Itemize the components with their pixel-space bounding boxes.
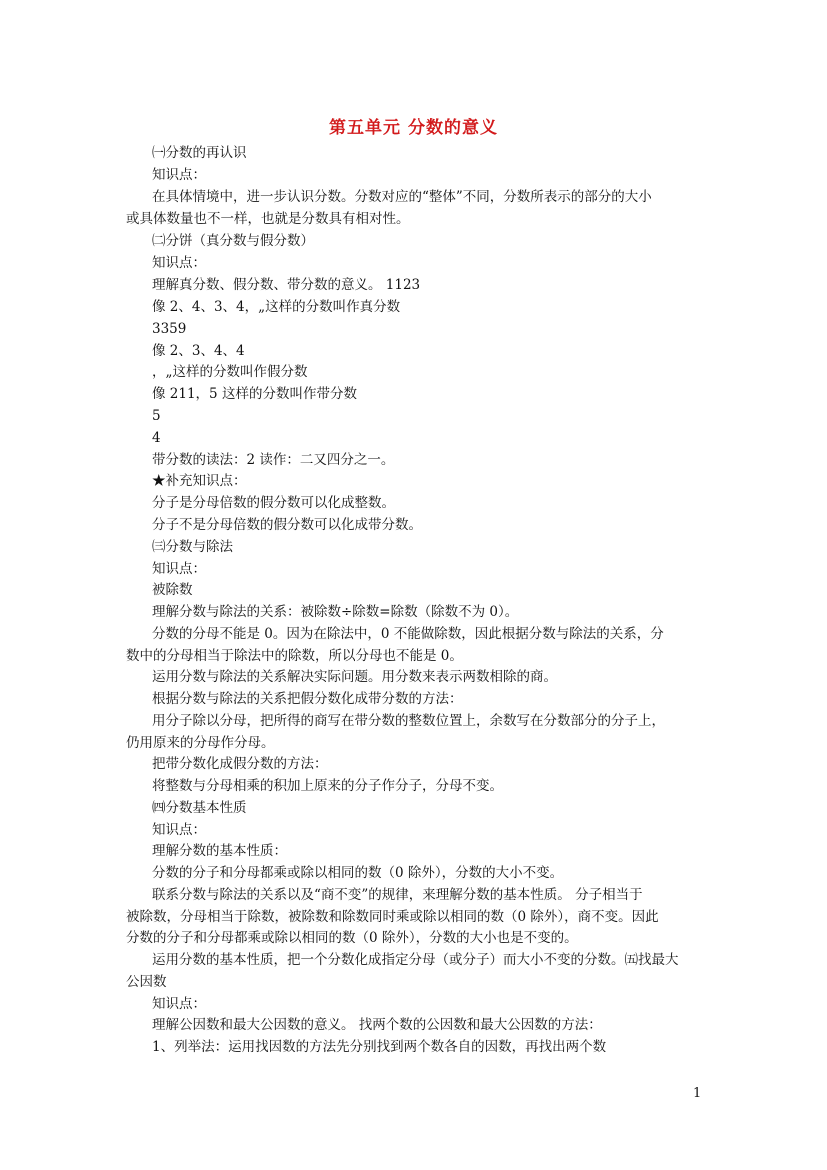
text-line: 分数的分母不能是 0。因为在除法中，0 不能做除数，因此根据分数与除法的关系，分 [152,626,664,642]
text-line: ，„这样的分数叫作假分数 [152,364,308,380]
text-line: 像 211，5 这样的分数叫作带分数 [152,386,357,402]
text-line: 带分数的读法：2 读作：二又四分之一。 [152,452,395,468]
text-line: 被除数 [152,582,193,598]
text-line: ★补充知识点： [152,473,247,489]
document-title: 第五单元 分数的意义 [329,118,498,138]
section-heading-5: 公因数 [126,974,167,990]
text-line: 理解真分数、假分数、带分数的意义。 1123 [152,277,421,293]
text-line: 像 2、4、3、4，„这样的分数叫作真分数 [152,299,401,315]
text-line: 仍用原来的分母作分母。 [126,735,275,751]
section-heading-4: ㈣分数基本性质 [152,800,247,816]
text-line: 5 [152,408,161,424]
text-line: 3359 [152,321,187,337]
page-number: 1 [693,1086,702,1101]
text-line: 分数的分子和分母都乘或除以相同的数（0 除外），分数的大小不变。 [152,865,564,881]
text-line: 将整数与分母相乘的积加上原来的分子作分子，分母不变。 [152,778,503,794]
text-line: 理解分数的基本性质： [152,843,287,859]
text-line: 理解公因数和最大公因数的意义。 找两个数的公因数和最大公因数的方法： [152,1017,602,1033]
text-line: 知识点： [152,561,206,577]
section-heading-1: ㈠分数的再认识 [152,145,247,161]
text-line: 把带分数化成假分数的方法： [152,756,328,772]
text-line: 运用分数与除法的关系解决实际问题。用分数来表示两数相除的商。 [152,669,557,685]
text-line: 像 2、3、4、4 [152,343,245,359]
text-line: 理解分数与除法的关系：被除数÷除数=除数（除数不为 0）。 [152,604,519,620]
text-line: 分子是分母倍数的假分数可以化成整数。 [152,495,395,511]
text-line: 知识点： [152,822,206,838]
text-line: 根据分数与除法的关系把假分数化成带分数的方法： [152,691,463,707]
text-line: 被除数，分母相当于除数，被除数和除数同时乘或除以相同的数（0 除外），商不变。因此 [126,909,659,925]
text-line: 知识点： [152,255,206,271]
text-line: 分数的分子和分母都乘或除以相同的数（0 除外），分数的大小也是不变的。 [126,930,578,946]
text-line: 用分子除以分母，把所得的商写在带分数的整数位置上，余数写在分数部分的分子上， [152,713,665,729]
text-line: 知识点： [152,167,206,183]
section-heading-3: ㈢分数与除法 [152,539,233,555]
text-line: 或具体数量也不一样，也就是分数具有相对性。 [126,211,410,227]
text-line: 联系分数与除法的关系以及“商不变”的规律，来理解分数的基本性质。 分子相当于 [152,887,643,903]
text-line: 1、列举法：运用找因数的方法先分别找到两个数各自的因数，再找出两个数 [152,1039,607,1055]
text-line: 4 [152,430,161,446]
text-line: 分子不是分母倍数的假分数可以化成带分数。 [152,517,422,533]
section-heading-2: ㈡分饼（真分数与假分数） [152,233,314,249]
text-line: 运用分数的基本性质，把一个分数化成指定分母（或分子）而大小不变的分数。㈤找最大 [152,952,679,968]
text-line: 知识点： [152,996,206,1012]
text-line: 在具体情境中，进一步认识分数。分数对应的“整体”不同，分数所表示的部分的大小 [152,189,652,205]
text-line: 数中的分母相当于除法中的除数，所以分母也不能是 0。 [126,648,463,664]
